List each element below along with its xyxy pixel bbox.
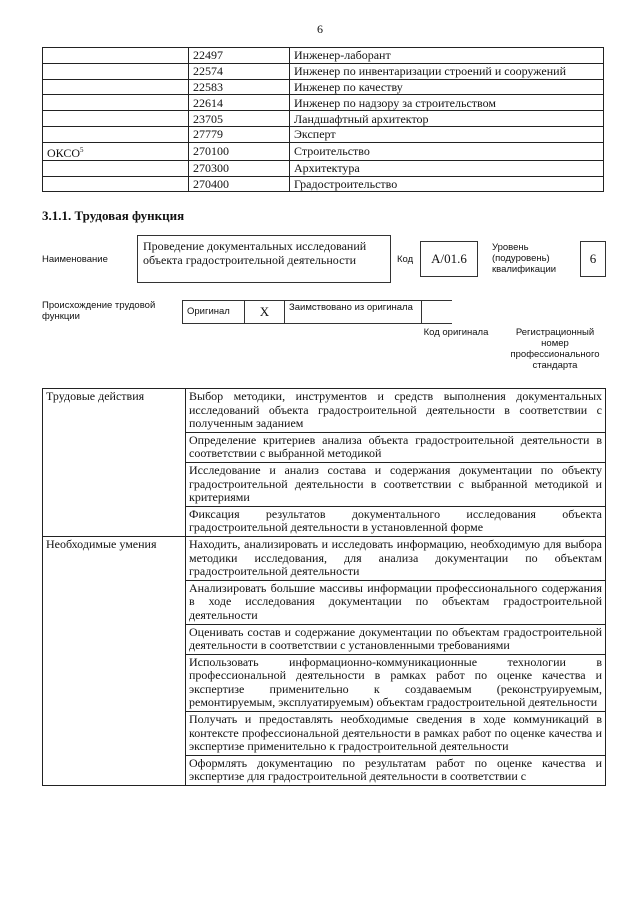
function-code-box: A/01.6 (420, 241, 478, 277)
group-cell (43, 79, 189, 95)
title-cell: Инженер по инвентаризации строений и сооружений (290, 63, 604, 79)
group-cell (43, 111, 189, 127)
table-row (43, 95, 604, 111)
group-cell (43, 95, 189, 111)
labor-action-cell: Выбор методики, инструментов и средств выполнения документальных исследований объекта градостроительной деятельности в соответствии с полученным заданием (186, 389, 606, 433)
page-number: 6 (317, 22, 323, 36)
table-row (43, 63, 604, 79)
skill-cell: Находить, анализировать и исследовать информацию, необходимую для выбора методики исследования, для анализа документации по объектам градостроительной деятельности (186, 536, 606, 580)
table-row (43, 389, 606, 433)
code-original-label: Код оригинала (423, 327, 489, 338)
table-row (43, 536, 606, 580)
code-cell: 270100 (189, 142, 290, 160)
code-cell: 270400 (189, 176, 290, 192)
qualification-level-box: 6 (580, 241, 606, 277)
title-cell: Инженер по качеству (290, 79, 604, 95)
labor-action-cell: Исследование и анализ состава и содержания документации по объекту градостроительной деятельности в соответствии с выбранной методикой и критериями (186, 462, 606, 506)
table-row (43, 142, 604, 160)
skill-cell: Анализировать большие массивы информации профессионального содержания в ходе исследования документации по объектам градостроительной деятельности (186, 580, 606, 624)
group-cell (43, 126, 189, 142)
original-label: Оригинал (183, 301, 245, 323)
title-cell: Инженер-лаборант (290, 48, 604, 64)
blank-cell (422, 301, 430, 323)
codes-table (42, 47, 604, 192)
code-cell: 22497 (189, 48, 290, 64)
labor-action-cell: Определение критериев анализа объекта градостроительной деятельности в соответствии с выбранной методикой (186, 432, 606, 462)
group-cell (43, 160, 189, 176)
table-row (43, 160, 604, 176)
reg-number-label: Регистрационный номер профессионального стандарта (510, 327, 600, 371)
title-cell: Эксперт (290, 126, 604, 142)
table-row (43, 48, 604, 64)
title-cell: Инженер по надзору за строительством (290, 95, 604, 111)
section-title: 3.1.1. Трудовая функция (42, 208, 185, 223)
labor-action-cell: Фиксация результатов документального исследования объекта градостроительной деятельности в установленной форме (186, 506, 606, 536)
skill-cell: Использовать информационно-коммуникационные технологии в профессиональной деятельности в рамках работ по оценке качества и экспертизе применительно к создаваемым (реконструируемым, ремонтируемым, эксплуатируемым) объектам градостроительной деятельности (186, 654, 606, 711)
origin-label: Происхождение трудовой функции (42, 300, 156, 322)
code-cell: 27779 (189, 126, 290, 142)
table-row (43, 176, 604, 192)
labor-actions-label: Трудовые действия (43, 389, 186, 537)
code-cell: 23705 (189, 111, 290, 127)
original-mark: X (245, 301, 285, 323)
name-label: Наименование (42, 254, 108, 265)
code-cell: 22583 (189, 79, 290, 95)
title-cell: Строительство (290, 142, 604, 160)
footnote-ref: 5 (80, 145, 84, 154)
borrowed-label: Заимствовано из оригинала (285, 301, 422, 323)
origin-row (182, 300, 452, 324)
labor-function-table (42, 388, 606, 786)
code-cell: 22614 (189, 95, 290, 111)
group-cell (43, 63, 189, 79)
table-row (43, 111, 604, 127)
code-cell: 270300 (189, 160, 290, 176)
group-cell (43, 176, 189, 192)
table-row (43, 79, 604, 95)
skill-cell: Оценивать состав и содержание документации по объектам градостроительной деятельности в соответствии с установленными требованиями (186, 624, 606, 654)
group-cell-okso (43, 142, 189, 160)
title-cell: Градостроительство (290, 176, 604, 192)
title-cell: Ландшафтный архитектор (290, 111, 604, 127)
level-label: Уровень (подуровень) квалификации (492, 242, 557, 275)
table-row (43, 126, 604, 142)
code-label: Код (397, 254, 414, 265)
function-name-box: Проведение документальных исследований объекта градостроительной деятельности (137, 235, 391, 283)
okso-label: ОКСО (47, 145, 81, 160)
skill-cell: Получать и предоставлять необходимые сведения в ходе коммуникаций в контексте профессиональной деятельности в рамках работ по оценке качества и экспертизе применительно к градостроительной деятельности (186, 712, 606, 756)
group-cell (43, 48, 189, 64)
title-cell: Архитектура (290, 160, 604, 176)
skills-label: Необходимые умения (43, 536, 186, 785)
skill-cell: Оформлять документацию по результатам работ по оценке качества и экспертизе для градостроительной деятельности в соответствии с (186, 755, 606, 785)
code-cell: 22574 (189, 63, 290, 79)
